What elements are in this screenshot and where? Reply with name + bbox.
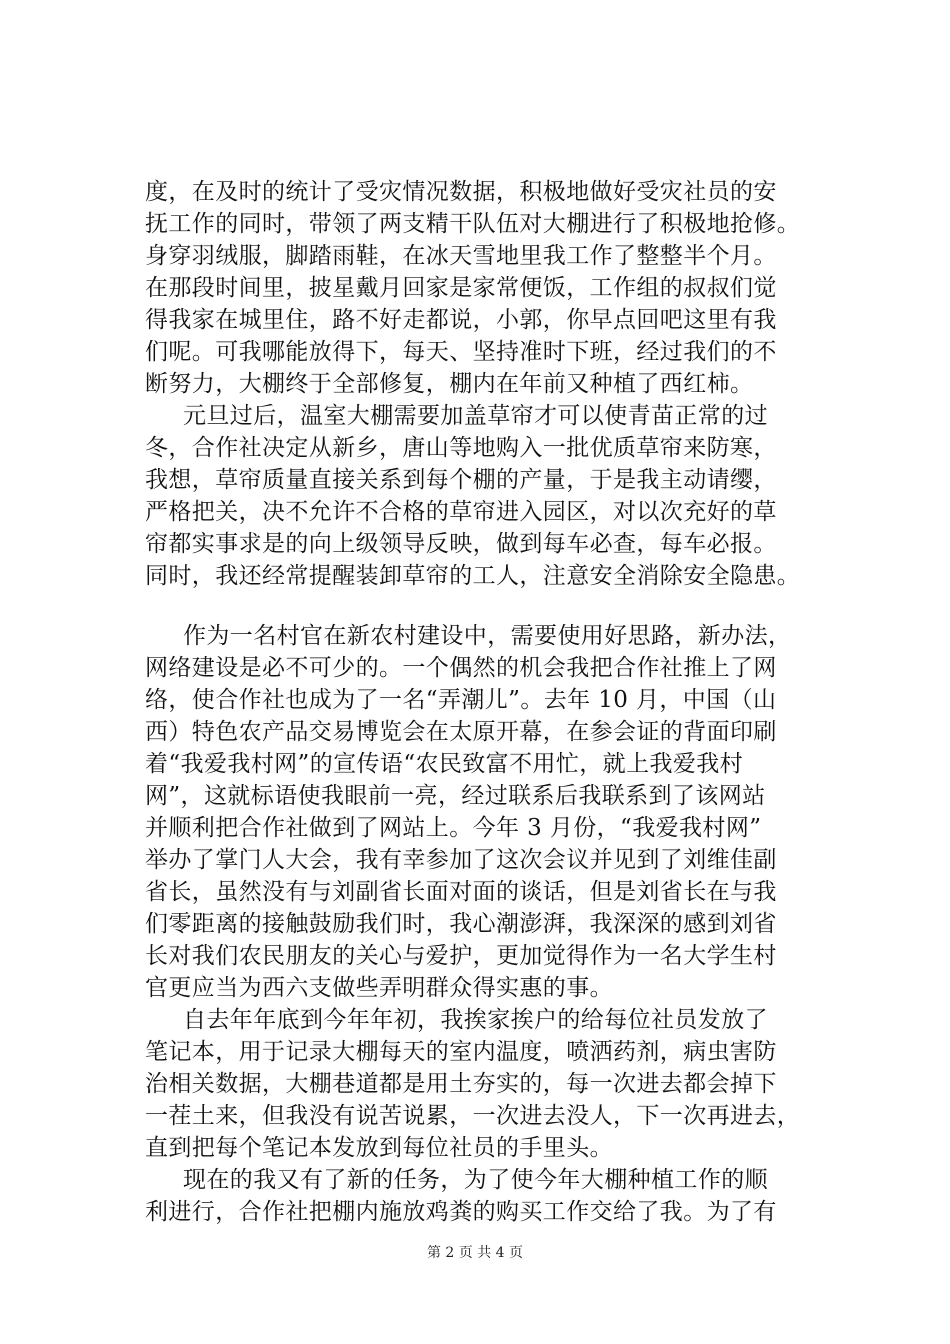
text-line: 得我家在城里住，路不好走都说，小郭，你早点回吧这里有我 [145, 307, 777, 333]
text-line: 度，在及时的统计了受灾情况数据，积极地做好受灾社员的安 [145, 179, 777, 205]
text-line: 一茬土来，但我没有说苦说累，一次进去没人，下一次再进去， [145, 1103, 801, 1129]
paragraph-start-line: 元旦过后，温室大棚需要加盖草帘才可以使青苗正常的过 [183, 403, 768, 429]
paragraph-start-line: 现在的我又有了新的任务，为了使今年大棚种植工作的顺 [183, 1167, 768, 1193]
text-line: 举办了掌门人大会，我有幸参加了这次会议并见到了刘维佳副 [145, 847, 777, 873]
text-line: 帘都实事求是的向上级领导反映，做到每车必查，每车必报。 [145, 531, 777, 557]
text-line: 利进行，合作社把棚内施放鸡粪的购买工作交给了我。为了有 [145, 1199, 777, 1225]
text-line: 断努力，大棚终于全部修复，棚内在年前又种植了西红柿。 [145, 371, 754, 397]
text-line: 络，使合作社也成为了一名“弄潮儿”。去年 10 月，中国（山 [145, 687, 777, 713]
text-line: 在那段时间里，披星戴月回家是家常便饭，工作组的叔叔们觉 [145, 275, 777, 301]
text-line: 长对我们农民朋友的关心与爱护，更加觉得作为一名大学生村 [145, 943, 777, 969]
text-line: 官更应当为西六支做些弄明群众得实惠的事。 [145, 975, 613, 1001]
text-line: 抚工作的同时，带领了两支精干队伍对大棚进行了积极地抢修。 [145, 211, 801, 237]
text-line: 笔记本，用于记录大棚每天的室内温度，喷洒药剂，病虫害防 [145, 1039, 777, 1065]
text-line: 着“我爱我村网”的宣传语“农民致富不用忙，就上我爱我村 [145, 751, 744, 777]
text-line: 们呢。可我哪能放得下，每天、坚持准时下班，经过我们的不 [145, 339, 777, 365]
text-line: 身穿羽绒服，脚踏雨鞋，在冰天雪地里我工作了整整半个月。 [145, 243, 777, 269]
text-line: 省长，虽然没有与刘副省长面对面的谈话，但是刘省长在与我 [145, 879, 777, 905]
text-line: 网络建设是必不可少的。一个偶然的机会我把合作社推上了网 [145, 655, 777, 681]
text-line: 我想，草帘质量直接关系到每个棚的产量，于是我主动请缨， [145, 467, 777, 493]
text-line: 网”，这就标语使我眼前一亮，经过联系后我联系到了该网站 [145, 783, 766, 809]
text-line: 西）特色农产品交易博览会在太原开幕，在参会证的背面印刷 [145, 719, 777, 745]
text-line: 同时，我还经常提醒装卸草帘的工人，注意安全消除安全隐患。 [145, 563, 801, 589]
paragraph-start-line: 作为一名村官在新农村建设中，需要使用好思路，新办法， [183, 623, 792, 649]
text-line: 直到把每个笔记本发放到每位社员的手里头。 [145, 1135, 613, 1161]
page-number-footer: 第 2 页 共 4 页 [426, 1245, 524, 1261]
text-line: 治相关数据，大棚巷道都是用土夯实的，每一次进去都会掉下 [145, 1071, 777, 1097]
text-line: 并顺利把合作社做到了网站上。今年 3 月份，“我爱我村网” [145, 815, 762, 841]
text-line: 们零距离的接触鼓励我们时，我心潮澎湃，我深深的感到刘省 [145, 911, 777, 937]
text-line: 冬，合作社决定从新乡，唐山等地购入一批优质草帘来防寒， [145, 435, 777, 461]
paragraph-start-line: 自去年年底到今年年初，我挨家挨户的给每位社员发放了 [183, 1007, 768, 1033]
text-line: 严格把关，决不允许不合格的草帘进入园区，对以次充好的草 [145, 499, 777, 525]
